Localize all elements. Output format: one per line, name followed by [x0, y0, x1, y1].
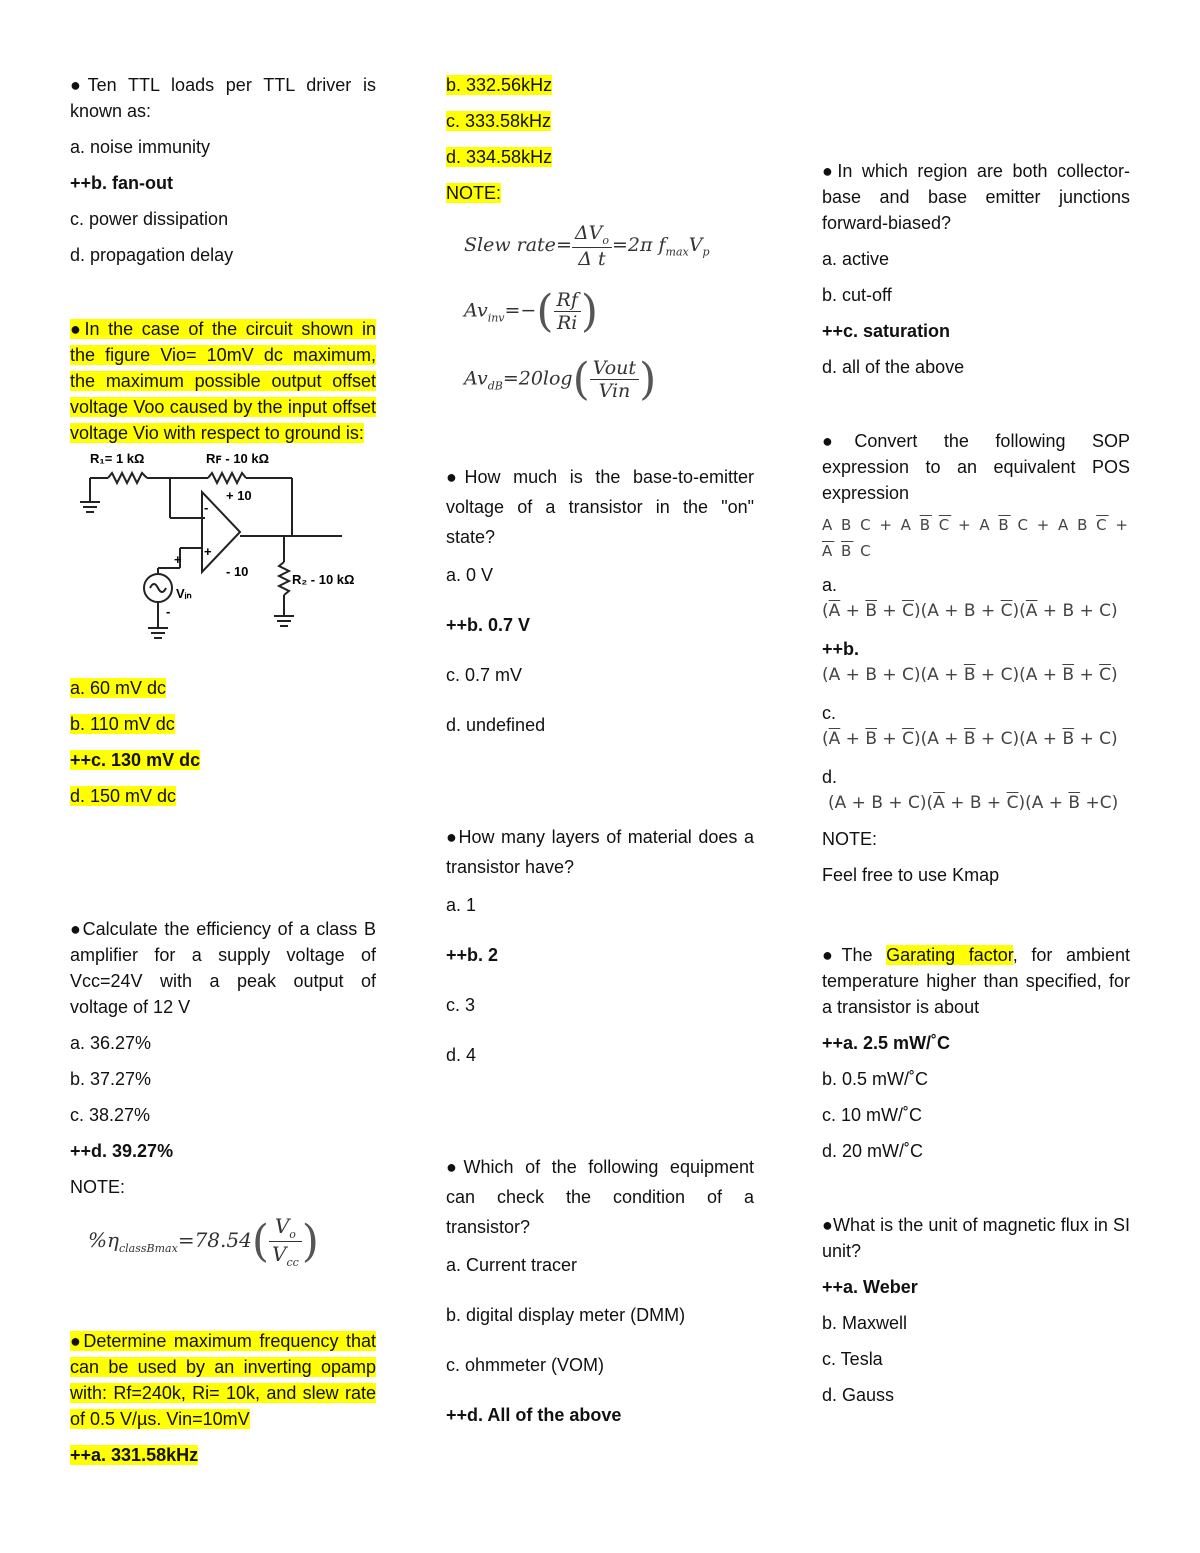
option-answer: ++b. 2	[446, 945, 499, 965]
question-max-frequency	[70, 1328, 376, 1478]
option-label: c.	[822, 703, 837, 723]
question-text: ●How many layers of material does a transistor have?	[446, 827, 754, 877]
question-base-emitter-voltage	[446, 462, 754, 762]
option: c. 0.7 mV	[446, 665, 523, 685]
option: c. 10 mW/˚C	[822, 1105, 923, 1125]
inverting-gain-formula: $Av_{inv}=-$( $\frac{Rf}{Ri}$ )	[464, 286, 599, 337]
slew-rate-formula: Slew rate= $\frac{\Delta V_o}{\text{Δ t}}$ =2π $f_{max}V_p$	[464, 222, 710, 270]
option-d-expression: $(A + B + C)(\overline{A} + B + \overline{C})(A + \overline{B} +C)$	[828, 793, 1119, 813]
question-magnetic-flux-unit	[822, 1212, 1130, 1418]
option: a. Current tracer	[446, 1255, 578, 1275]
option: b. digital display meter (DMM)	[446, 1305, 686, 1325]
option-c-expression: $(\overline{A} + \overline{B} + \overline{C})(A + \overline{B} + C)(A + \overline{B} + C)$	[822, 729, 1118, 749]
question-max-frequency-continued	[446, 72, 754, 405]
r1-label: R₁= 1 kΩ	[90, 451, 145, 466]
minus-supply-label: - 10	[226, 564, 249, 579]
question-ttl-loads	[70, 72, 376, 278]
option-label: d.	[822, 767, 838, 787]
option: d. all of the above	[822, 357, 965, 377]
option: d. 20 mW/˚C	[822, 1141, 924, 1161]
option: c. 38.27%	[70, 1105, 151, 1125]
question-saturation-region	[822, 158, 1130, 390]
option-answer: ++a. 2.5 mW/˚C	[822, 1033, 951, 1053]
option-label: a.	[822, 575, 838, 595]
option-answer: ++d. 39.27%	[70, 1141, 174, 1161]
question-text: ●Calculate the efficiency of a class B amplifier for a supply voltage of Vcc=24V with a peak output of voltage of 12 V	[70, 919, 376, 1017]
plus-supply-label: + 10	[226, 488, 252, 503]
question-text: ●What is the unit of magnetic flux in SI unit?	[822, 1215, 1130, 1261]
option-answer: ++b. 0.7 V	[446, 615, 531, 635]
question-sop-to-pos	[822, 428, 1130, 898]
question-text: ●In the case of the circuit shown in the figure Vio= 10mV dc maximum, the maximum possible output offset voltage Voo caused by the input offset voltage Vio with respect to ground is:	[70, 319, 376, 443]
option-b-expression: $(A + B + C)(A + \overline{B} + C)(A + \overline{B} + \overline{C})$	[822, 665, 1118, 685]
option: a. 36.27%	[70, 1033, 152, 1053]
question-transistor-layers	[446, 822, 754, 1092]
question-class-b-efficiency	[70, 916, 376, 1269]
option: d. Gauss	[822, 1385, 895, 1405]
question-text: ●Ten TTL loads per TTL driver is known as:	[70, 75, 376, 121]
question-text: ●Which of the following equipment can check the condition of a transistor?	[446, 1157, 754, 1237]
option: a. 0 V	[446, 565, 494, 585]
option: d. propagation delay	[70, 245, 234, 265]
option: b. 0.5 mW/˚C	[822, 1069, 929, 1089]
option: d. 334.58kHz	[446, 147, 553, 167]
note-label: NOTE:	[70, 1177, 126, 1197]
option: c. Tesla	[822, 1349, 883, 1369]
vin-minus-label: -	[166, 604, 171, 619]
option: a. noise immunity	[70, 137, 211, 157]
option: c. power dissipation	[70, 209, 229, 229]
option: c. 333.58kHz	[446, 111, 552, 131]
r2-label: R₂ - 10 kΩ	[292, 572, 355, 587]
vin-plus-label: +	[174, 552, 182, 567]
option: c. 3	[446, 995, 476, 1015]
sop-expression: A B C + A $\overline{B}$ $\overline{C} + A$ $\overline{B}$ C + A B $\overline{C} + \overline{A}$ $\overline{B}$ C	[822, 516, 1130, 560]
question-text: ●In which region are both collector-base and base emitter junctions forward-biased?	[822, 161, 1130, 233]
option-answer: ++a. 331.58kHz	[70, 1445, 199, 1465]
option-answer: ++b. fan-out	[70, 173, 173, 193]
question-text: ●Convert the following SOP expression to an equivalent POS expression	[822, 431, 1130, 503]
option: b. Maxwell	[822, 1313, 908, 1333]
option: b. 37.27%	[70, 1069, 152, 1089]
option: c. ohmmeter (VOM)	[446, 1355, 605, 1375]
op-amp-circuit-diagram	[70, 450, 376, 655]
question-transistor-equipment	[446, 1152, 754, 1452]
db-gain-formula: $Av_{dB}=20\log$( $\frac{\text{Vout}}{\text{Vin}}$ )	[464, 354, 657, 405]
option-answer: ++c. saturation	[822, 321, 951, 341]
note-label: NOTE:	[446, 183, 502, 203]
option: d. 4	[446, 1045, 477, 1065]
option: a. active	[822, 249, 890, 269]
noninv-plus-label: +	[204, 544, 212, 559]
rf-label: Rꜰ - 10 kΩ	[206, 451, 270, 466]
option: a. 1	[446, 895, 477, 915]
note-label: NOTE:	[822, 829, 878, 849]
vin-label: Vᵢₙ	[176, 586, 192, 601]
efficiency-formula: $\%\eta_{classBmax}=78.54$( $\frac{V_o}{V_{cc}}$ )	[88, 1214, 319, 1269]
option: b. 332.56kHz	[446, 75, 553, 95]
inv-minus-label: -	[204, 500, 209, 515]
question-offset-voltage	[70, 316, 376, 819]
question-text: ●How much is the base-to-emitter voltage of a transistor in the "on" state?	[446, 467, 754, 547]
option: d. 150 mV dc	[70, 786, 177, 806]
option: a. 60 mV dc	[70, 678, 167, 698]
note-text: Feel free to use Kmap	[822, 865, 1000, 885]
question-derating-factor	[822, 942, 1130, 1174]
option: d. undefined	[446, 715, 546, 735]
option-answer: ++a. Weber	[822, 1277, 918, 1297]
option-answer: ++c. 130 mV dc	[70, 750, 201, 770]
option-answer: ++d. All of the above	[446, 1405, 622, 1425]
question-text: ●The Garating factor, for ambient temperature higher than specified, for a transistor is about	[822, 945, 1131, 1017]
option-label-answer: ++b.	[822, 639, 860, 659]
option: b. cut-off	[822, 285, 892, 305]
option-a-expression: $(\overline{A} + \overline{B} + \overline{C})(A + B + \overline{C})(\overline{A} + B + C)$	[822, 601, 1118, 621]
question-text: ●Determine maximum frequency that can be used by an inverting opamp with: Rf=240k, Ri= 10k, and slew rate of 0.5 V/µs. Vin=10mV	[70, 1331, 376, 1429]
option: b. 110 mV dc	[70, 714, 175, 734]
